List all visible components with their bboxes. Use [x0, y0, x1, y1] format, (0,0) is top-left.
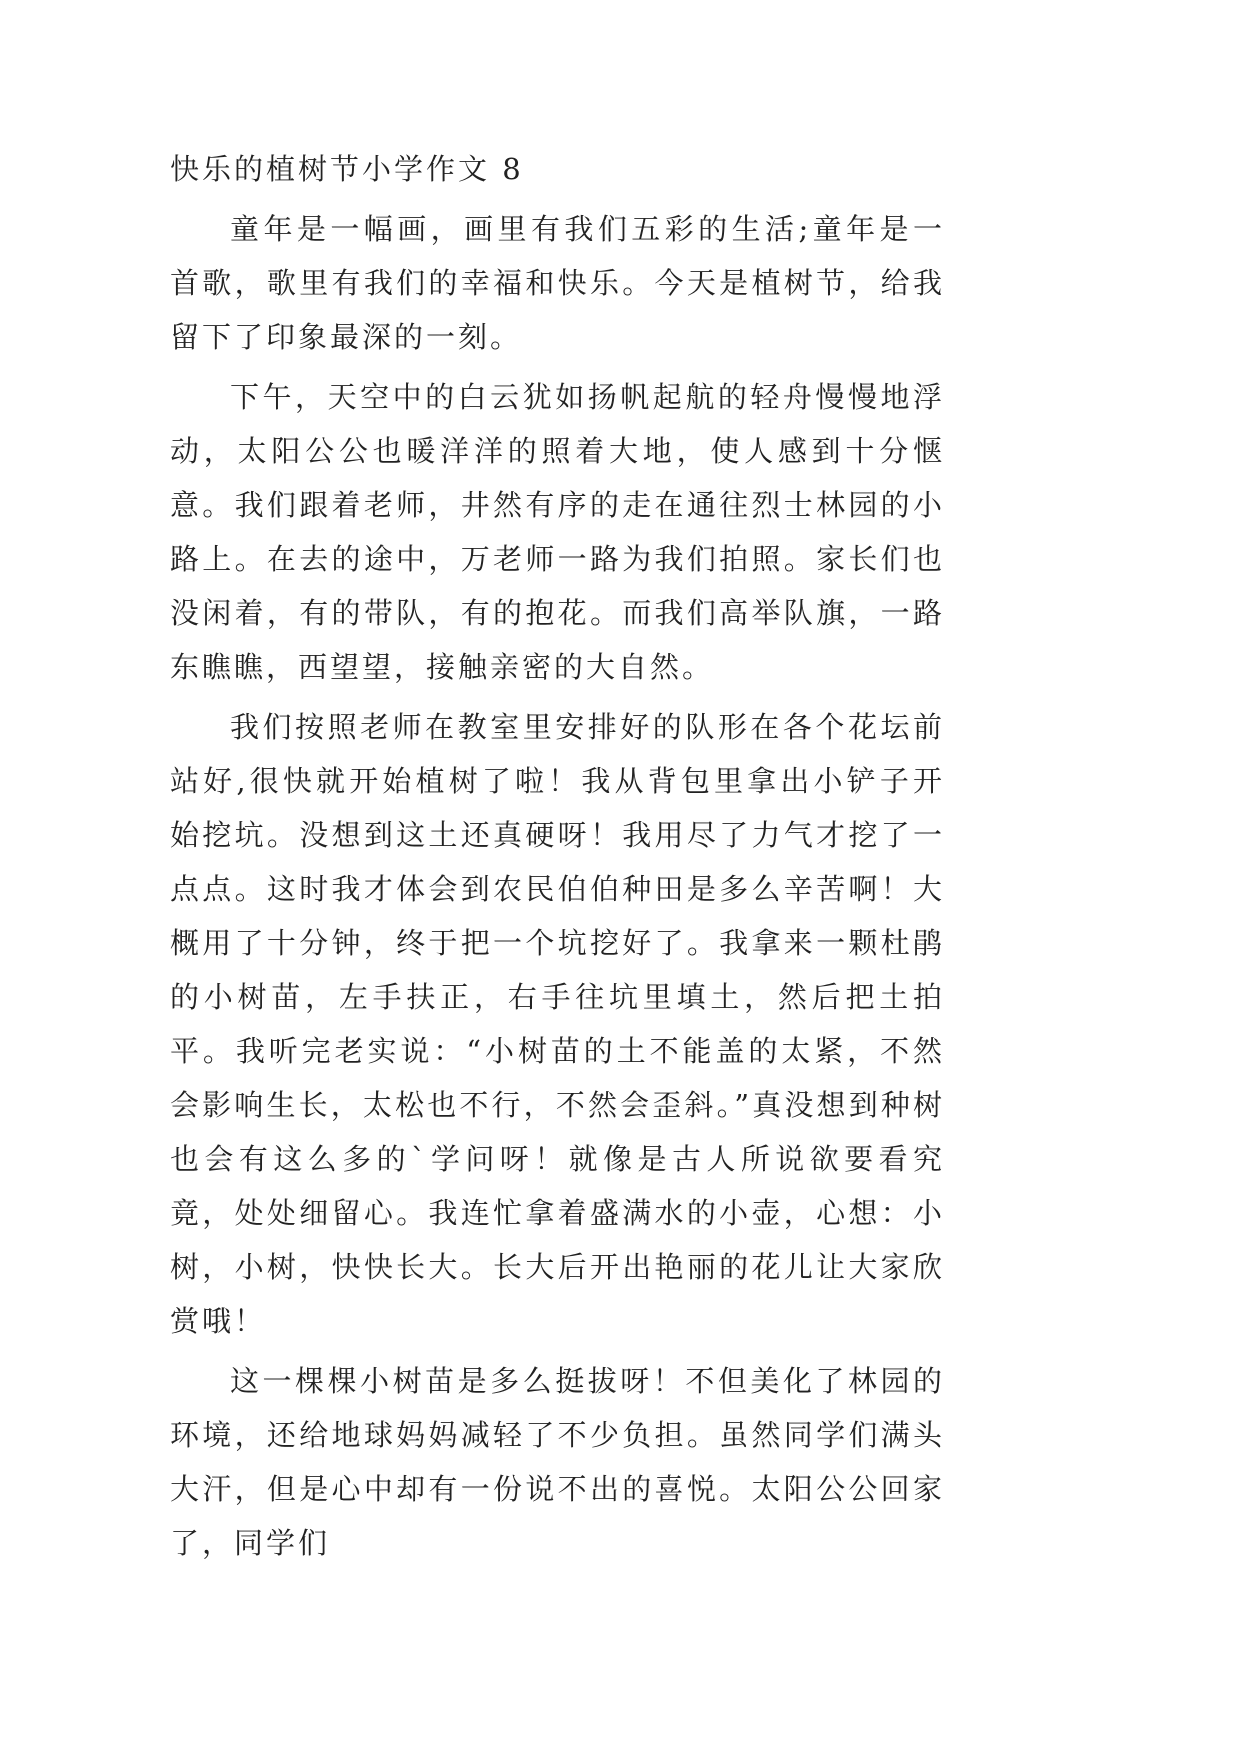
paragraph-4: 这一棵棵小树苗是多么挺拔呀！不但美化了林园的环境，还给地球妈妈减轻了不少负担。虽然同学们满头大汗，但是心中却有一份说不出的喜悦。太阳公公回家了，同学们 [170, 1364, 945, 1560]
document-title: 快乐的植树节小学作文 8 [170, 152, 524, 186]
document-body [170, 142, 945, 1570]
paragraph-3: 我们按照老师在教室里安排好的队形在各个花坛前站好,很快就开始植树了啦！我从背包里拿出小铲子开始挖坑。没想到这土还真硬呀！我用尽了力气才挖了一点点。这时我才体会到农民伯伯种田是多么辛苦啊！大概用了十分钟，终于把一个坑挖好了。我拿来一颗杜鹃的小树苗，左手扶正，右手往坑里填土，然后把土拍平。我听完老实说：“小树苗的土不能盖的太紧，不然会影响生长，太松也不行，不然会歪斜。”真没想到种树也会有这么多的`学问呀！就像是古人所说欲要看究竟，处处细留心。我连忙拿着盛满水的小壶，心想：小树，小树，快快长大。长大后开出艳丽的花儿让大家欣赏哦！ [170, 710, 945, 1338]
paragraph-2: 下午，天空中的白云犹如扬帆起航的轻舟慢慢地浮动，太阳公公也暖洋洋的照着大地，使人感到十分惬意。我们跟着老师，井然有序的走在通往烈士林园的小路上。在去的途中，万老师一路为我们拍照。家长们也没闲着，有的带队，有的抱花。而我们高举队旗，一路东瞧瞧，西望望，接触亲密的大自然。 [170, 380, 945, 684]
paragraph-1: 童年是一幅画，画里有我们五彩的生活;童年是一首歌，歌里有我们的幸福和快乐。今天是植树节，给我留下了印象最深的一刻。 [170, 212, 945, 354]
